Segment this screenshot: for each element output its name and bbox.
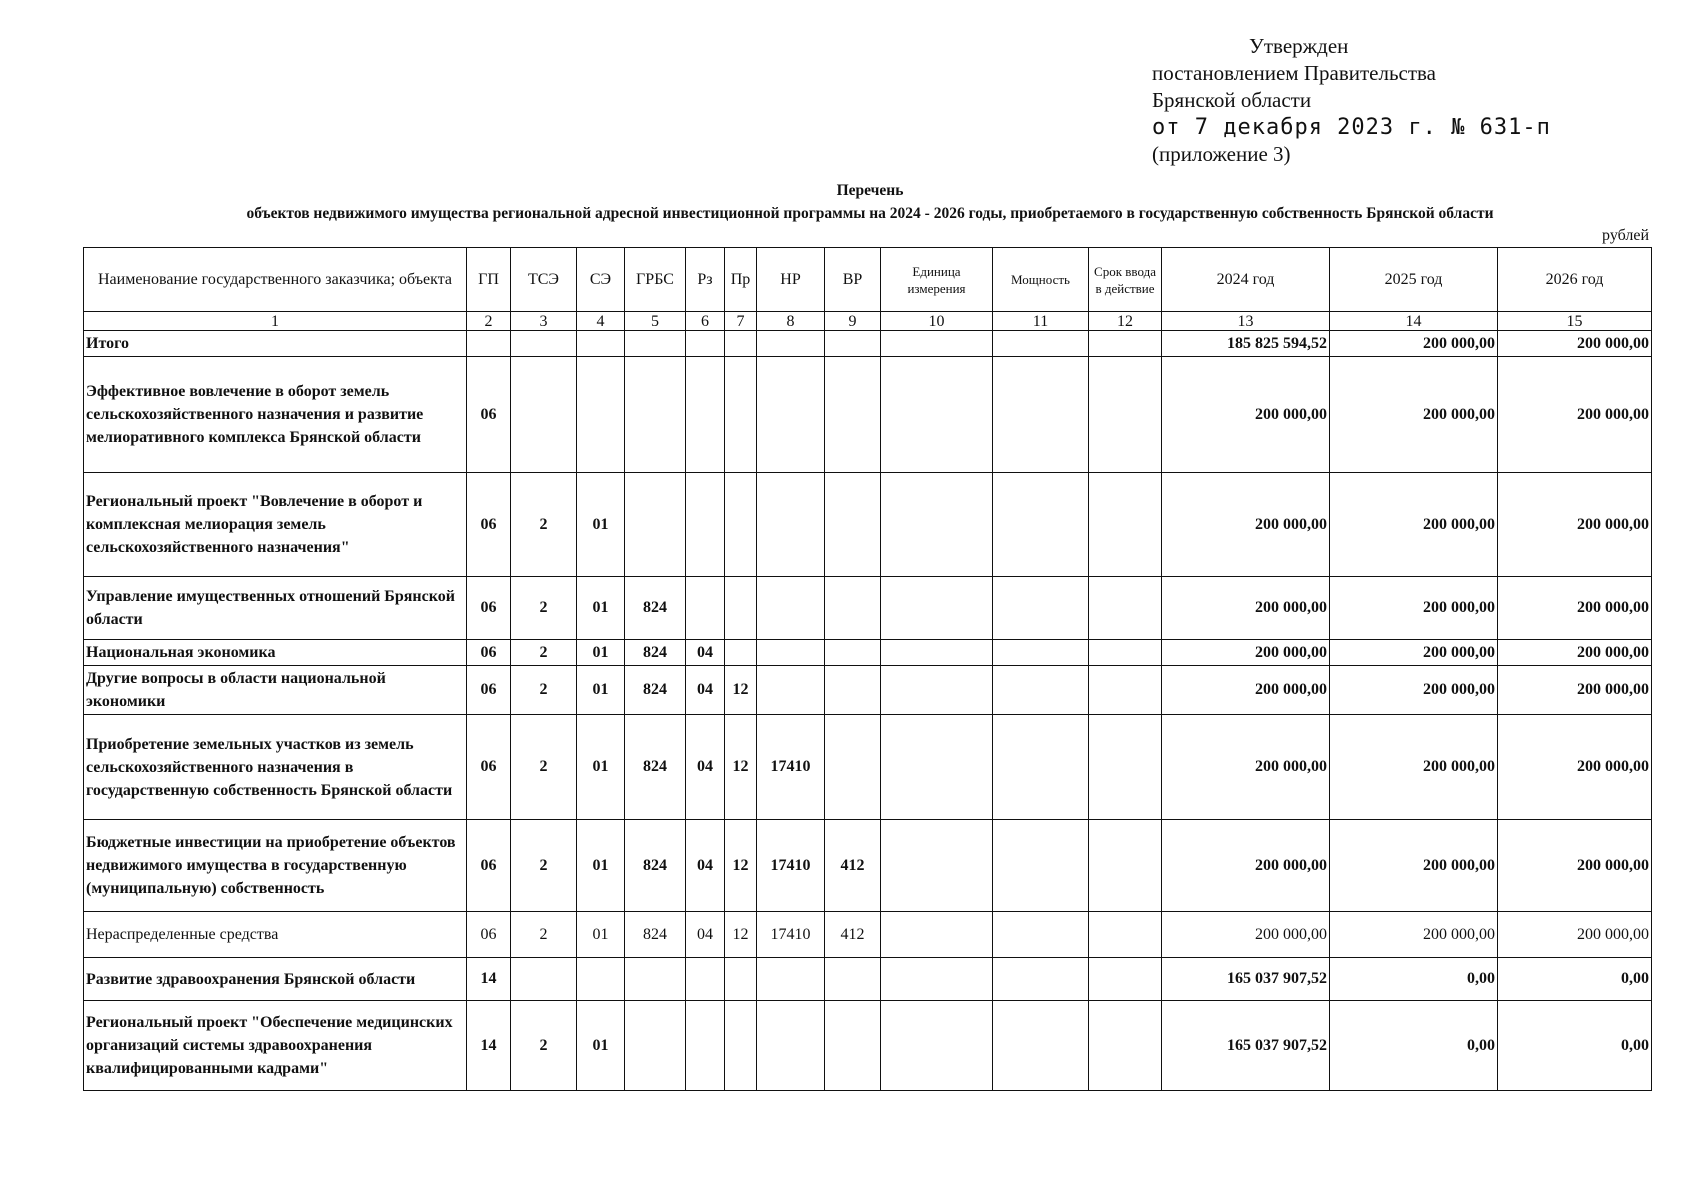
column-number: 4 [577,312,625,331]
cell-capacity [993,357,1089,473]
cell-tse [511,331,577,357]
header-rz: Рз [686,248,725,312]
cell-y2026: 200 000,00 [1498,331,1652,357]
cell-capacity [993,820,1089,912]
header-2024: 2024 год [1162,248,1330,312]
cell-gp [467,331,511,357]
cell-grbs [625,357,686,473]
cell-y2024: 200 000,00 [1162,357,1330,473]
cell-capacity [993,912,1089,958]
header-capacity: Мощность [993,248,1089,312]
cell-tse [511,357,577,473]
cell-term [1089,577,1162,640]
table-row [84,958,1652,1001]
cell-unit [881,912,993,958]
cell-tse: 2 [511,577,577,640]
cell-pr [725,357,757,473]
cell-grbs: 824 [625,666,686,715]
cell-rz: 04 [686,912,725,958]
table-row [84,577,1652,640]
cell-tse: 2 [511,820,577,912]
cell-rz [686,577,725,640]
cell-nr: 17410 [757,820,825,912]
cell-pr [725,1001,757,1091]
cell-y2025: 200 000,00 [1330,912,1498,958]
header-grbs: ГРБС [625,248,686,312]
cell-capacity [993,1001,1089,1091]
cell-rz: 04 [686,666,725,715]
cell-term [1089,820,1162,912]
cell-term [1089,473,1162,577]
cell-term [1089,640,1162,666]
cell-y2026: 200 000,00 [1498,640,1652,666]
cell-gp: 06 [467,577,511,640]
cell-vr [825,715,881,820]
cell-pr [725,958,757,1001]
column-number: 11 [993,312,1089,331]
document-subtitle: объектов недвижимого имущества региональной адресной инвестиционной программы на 2024 - 2026 годы, приобретаемого в государственную собственность Брянской области [246,205,1494,222]
cell-unit [881,640,993,666]
cell-nr [757,640,825,666]
cell-gp: 14 [467,958,511,1001]
cell-name: Региональный проект "Обеспечение медицинских организаций системы здравоохранения квалифицированными кадрами" [84,1001,467,1091]
cell-y2024: 200 000,00 [1162,640,1330,666]
cell-name: Другие вопросы в области национальной экономики [84,666,467,715]
cell-se: 01 [577,640,625,666]
cell-term [1089,331,1162,357]
cell-rz [686,1001,725,1091]
cell-nr [757,577,825,640]
header-pr: Пр [725,248,757,312]
header-se: СЭ [577,248,625,312]
header-2026: 2026 год [1498,248,1652,312]
cell-nr [757,666,825,715]
approval-stamp [1152,33,1551,168]
column-number: 7 [725,312,757,331]
column-number: 9 [825,312,881,331]
cell-y2026: 200 000,00 [1498,715,1652,820]
table-row [84,666,1652,715]
cell-y2025: 200 000,00 [1330,357,1498,473]
cell-rz: 04 [686,640,725,666]
cell-pr [725,473,757,577]
cell-tse: 2 [511,666,577,715]
cell-y2024: 165 037 907,52 [1162,1001,1330,1091]
cell-nr: 17410 [757,715,825,820]
column-number: 6 [686,312,725,331]
cell-y2024: 200 000,00 [1162,577,1330,640]
cell-pr [725,331,757,357]
approval-line-appendix: (приложение 3) [1152,142,1291,166]
cell-rz [686,331,725,357]
table-row [84,912,1652,958]
investment-table [83,247,1652,1091]
cell-vr [825,1001,881,1091]
cell-y2026: 0,00 [1498,1001,1652,1091]
cell-y2026: 200 000,00 [1498,666,1652,715]
cell-gp: 06 [467,473,511,577]
table-row [84,357,1652,473]
cell-se: 01 [577,1001,625,1091]
cell-gp: 06 [467,640,511,666]
header-term: Срок ввода в действие [1089,248,1162,312]
cell-unit [881,577,993,640]
column-number: 14 [1330,312,1498,331]
cell-name: Нераспределенные средства [84,912,467,958]
header-gp: ГП [467,248,511,312]
table-row [84,1001,1652,1091]
cell-grbs [625,331,686,357]
cell-y2026: 200 000,00 [1498,357,1652,473]
cell-vr [825,357,881,473]
cell-gp: 06 [467,820,511,912]
cell-grbs [625,473,686,577]
cell-unit [881,331,993,357]
cell-y2025: 200 000,00 [1330,473,1498,577]
cell-grbs [625,1001,686,1091]
cell-y2025: 200 000,00 [1330,715,1498,820]
cell-y2026: 200 000,00 [1498,912,1652,958]
cell-nr [757,1001,825,1091]
cell-pr: 12 [725,666,757,715]
cell-rz [686,958,725,1001]
cell-grbs: 824 [625,640,686,666]
column-number: 5 [625,312,686,331]
cell-y2024: 200 000,00 [1162,912,1330,958]
column-number: 3 [511,312,577,331]
cell-capacity [993,958,1089,1001]
cell-pr: 12 [725,820,757,912]
column-number-row [84,312,1652,331]
cell-gp: 06 [467,715,511,820]
cell-grbs: 824 [625,577,686,640]
cell-se: 01 [577,577,625,640]
cell-y2024: 200 000,00 [1162,666,1330,715]
header-tse: ТСЭ [511,248,577,312]
cell-capacity [993,715,1089,820]
cell-y2025: 200 000,00 [1330,577,1498,640]
cell-pr: 12 [725,912,757,958]
column-number: 8 [757,312,825,331]
cell-pr [725,577,757,640]
cell-unit [881,820,993,912]
cell-nr: 17410 [757,912,825,958]
cell-rz [686,473,725,577]
column-number: 2 [467,312,511,331]
cell-tse: 2 [511,912,577,958]
cell-vr [825,958,881,1001]
cell-gp: 06 [467,357,511,473]
cell-y2024: 200 000,00 [1162,473,1330,577]
column-number: 10 [881,312,993,331]
cell-gp: 06 [467,666,511,715]
cell-nr [757,331,825,357]
cell-capacity [993,577,1089,640]
cell-se [577,958,625,1001]
cell-se: 01 [577,912,625,958]
cell-y2025: 200 000,00 [1330,640,1498,666]
cell-y2026: 200 000,00 [1498,820,1652,912]
cell-name: Бюджетные инвестиции на приобретение объектов недвижимого имущества в государственную (муниципальную) собственность [84,820,467,912]
cell-y2026: 200 000,00 [1498,473,1652,577]
cell-term [1089,1001,1162,1091]
cell-y2025: 200 000,00 [1330,331,1498,357]
approval-line-region: Брянской области [1152,88,1312,112]
cell-rz: 04 [686,820,725,912]
cell-se: 01 [577,715,625,820]
cell-unit [881,1001,993,1091]
cell-name: Развитие здравоохранения Брянской области [84,958,467,1001]
cell-term [1089,357,1162,473]
cell-vr [825,473,881,577]
header-vr: ВР [825,248,881,312]
cell-gp: 14 [467,1001,511,1091]
cell-tse: 2 [511,640,577,666]
cell-y2026: 0,00 [1498,958,1652,1001]
column-number: 1 [84,312,467,331]
cell-grbs: 824 [625,912,686,958]
header-nr: НР [757,248,825,312]
cell-se [577,331,625,357]
cell-unit [881,473,993,577]
cell-unit [881,357,993,473]
cell-vr: 412 [825,912,881,958]
cell-grbs: 824 [625,820,686,912]
cell-se: 01 [577,666,625,715]
column-number: 12 [1089,312,1162,331]
header-2025: 2025 год [1330,248,1498,312]
column-number: 13 [1162,312,1330,331]
cell-name: Национальная экономика [84,640,467,666]
cell-vr [825,666,881,715]
cell-y2025: 0,00 [1330,1001,1498,1091]
cell-y2025: 200 000,00 [1330,666,1498,715]
cell-unit [881,958,993,1001]
cell-capacity [993,331,1089,357]
cell-name: Эффективное вовлечение в оборот земель сельскохозяйственного назначения и развитие мелиоративного комплекса Брянской области [84,357,467,473]
cell-term [1089,666,1162,715]
cell-y2025: 0,00 [1330,958,1498,1001]
cell-se: 01 [577,473,625,577]
cell-se: 01 [577,820,625,912]
cell-capacity [993,640,1089,666]
approval-line-resolution: постановлением Правительства [1152,61,1437,85]
cell-name: Управление имущественных отношений Брянской области [84,577,467,640]
cell-vr [825,640,881,666]
cell-y2024: 200 000,00 [1162,715,1330,820]
cell-rz: 04 [686,715,725,820]
cell-tse: 2 [511,1001,577,1091]
cell-nr [757,357,825,473]
cell-grbs [625,958,686,1001]
cell-name: Региональный проект "Вовлечение в оборот и комплексная мелиорация земель сельскохозяйственного назначения" [84,473,467,577]
cell-y2024: 185 825 594,52 [1162,331,1330,357]
cell-unit [881,715,993,820]
currency-unit: рублей [1602,227,1649,244]
cell-capacity [993,473,1089,577]
cell-tse [511,958,577,1001]
cell-term [1089,958,1162,1001]
table-row [84,473,1652,577]
approval-line-date-number: от 7 декабря 2023 г. № 631-п [1152,115,1551,140]
cell-nr [757,473,825,577]
cell-se [577,357,625,473]
cell-nr [757,958,825,1001]
cell-y2024: 200 000,00 [1162,820,1330,912]
cell-name: Приобретение земельных участков из земель сельскохозяйственного назначения в государственную собственность Брянской области [84,715,467,820]
cell-vr [825,331,881,357]
cell-y2024: 165 037 907,52 [1162,958,1330,1001]
cell-gp: 06 [467,912,511,958]
header-unit: Единица измерения [881,248,993,312]
cell-term [1089,912,1162,958]
header-name: Наименование государственного заказчика; объекта [84,248,467,312]
table-row [84,331,1652,357]
cell-unit [881,666,993,715]
table-row [84,715,1652,820]
cell-term [1089,715,1162,820]
cell-y2026: 200 000,00 [1498,577,1652,640]
cell-capacity [993,666,1089,715]
cell-name: Итого [84,331,467,357]
cell-rz [686,357,725,473]
cell-tse: 2 [511,473,577,577]
column-number: 15 [1498,312,1652,331]
cell-vr: 412 [825,820,881,912]
cell-y2025: 200 000,00 [1330,820,1498,912]
approval-line-approved: Утвержден [1249,34,1349,58]
table-row [84,640,1652,666]
cell-tse: 2 [511,715,577,820]
cell-grbs: 824 [625,715,686,820]
cell-vr [825,577,881,640]
table-row [84,820,1652,912]
cell-pr [725,640,757,666]
table-header-row [84,248,1652,312]
cell-pr: 12 [725,715,757,820]
document-title: Перечень [836,182,904,199]
